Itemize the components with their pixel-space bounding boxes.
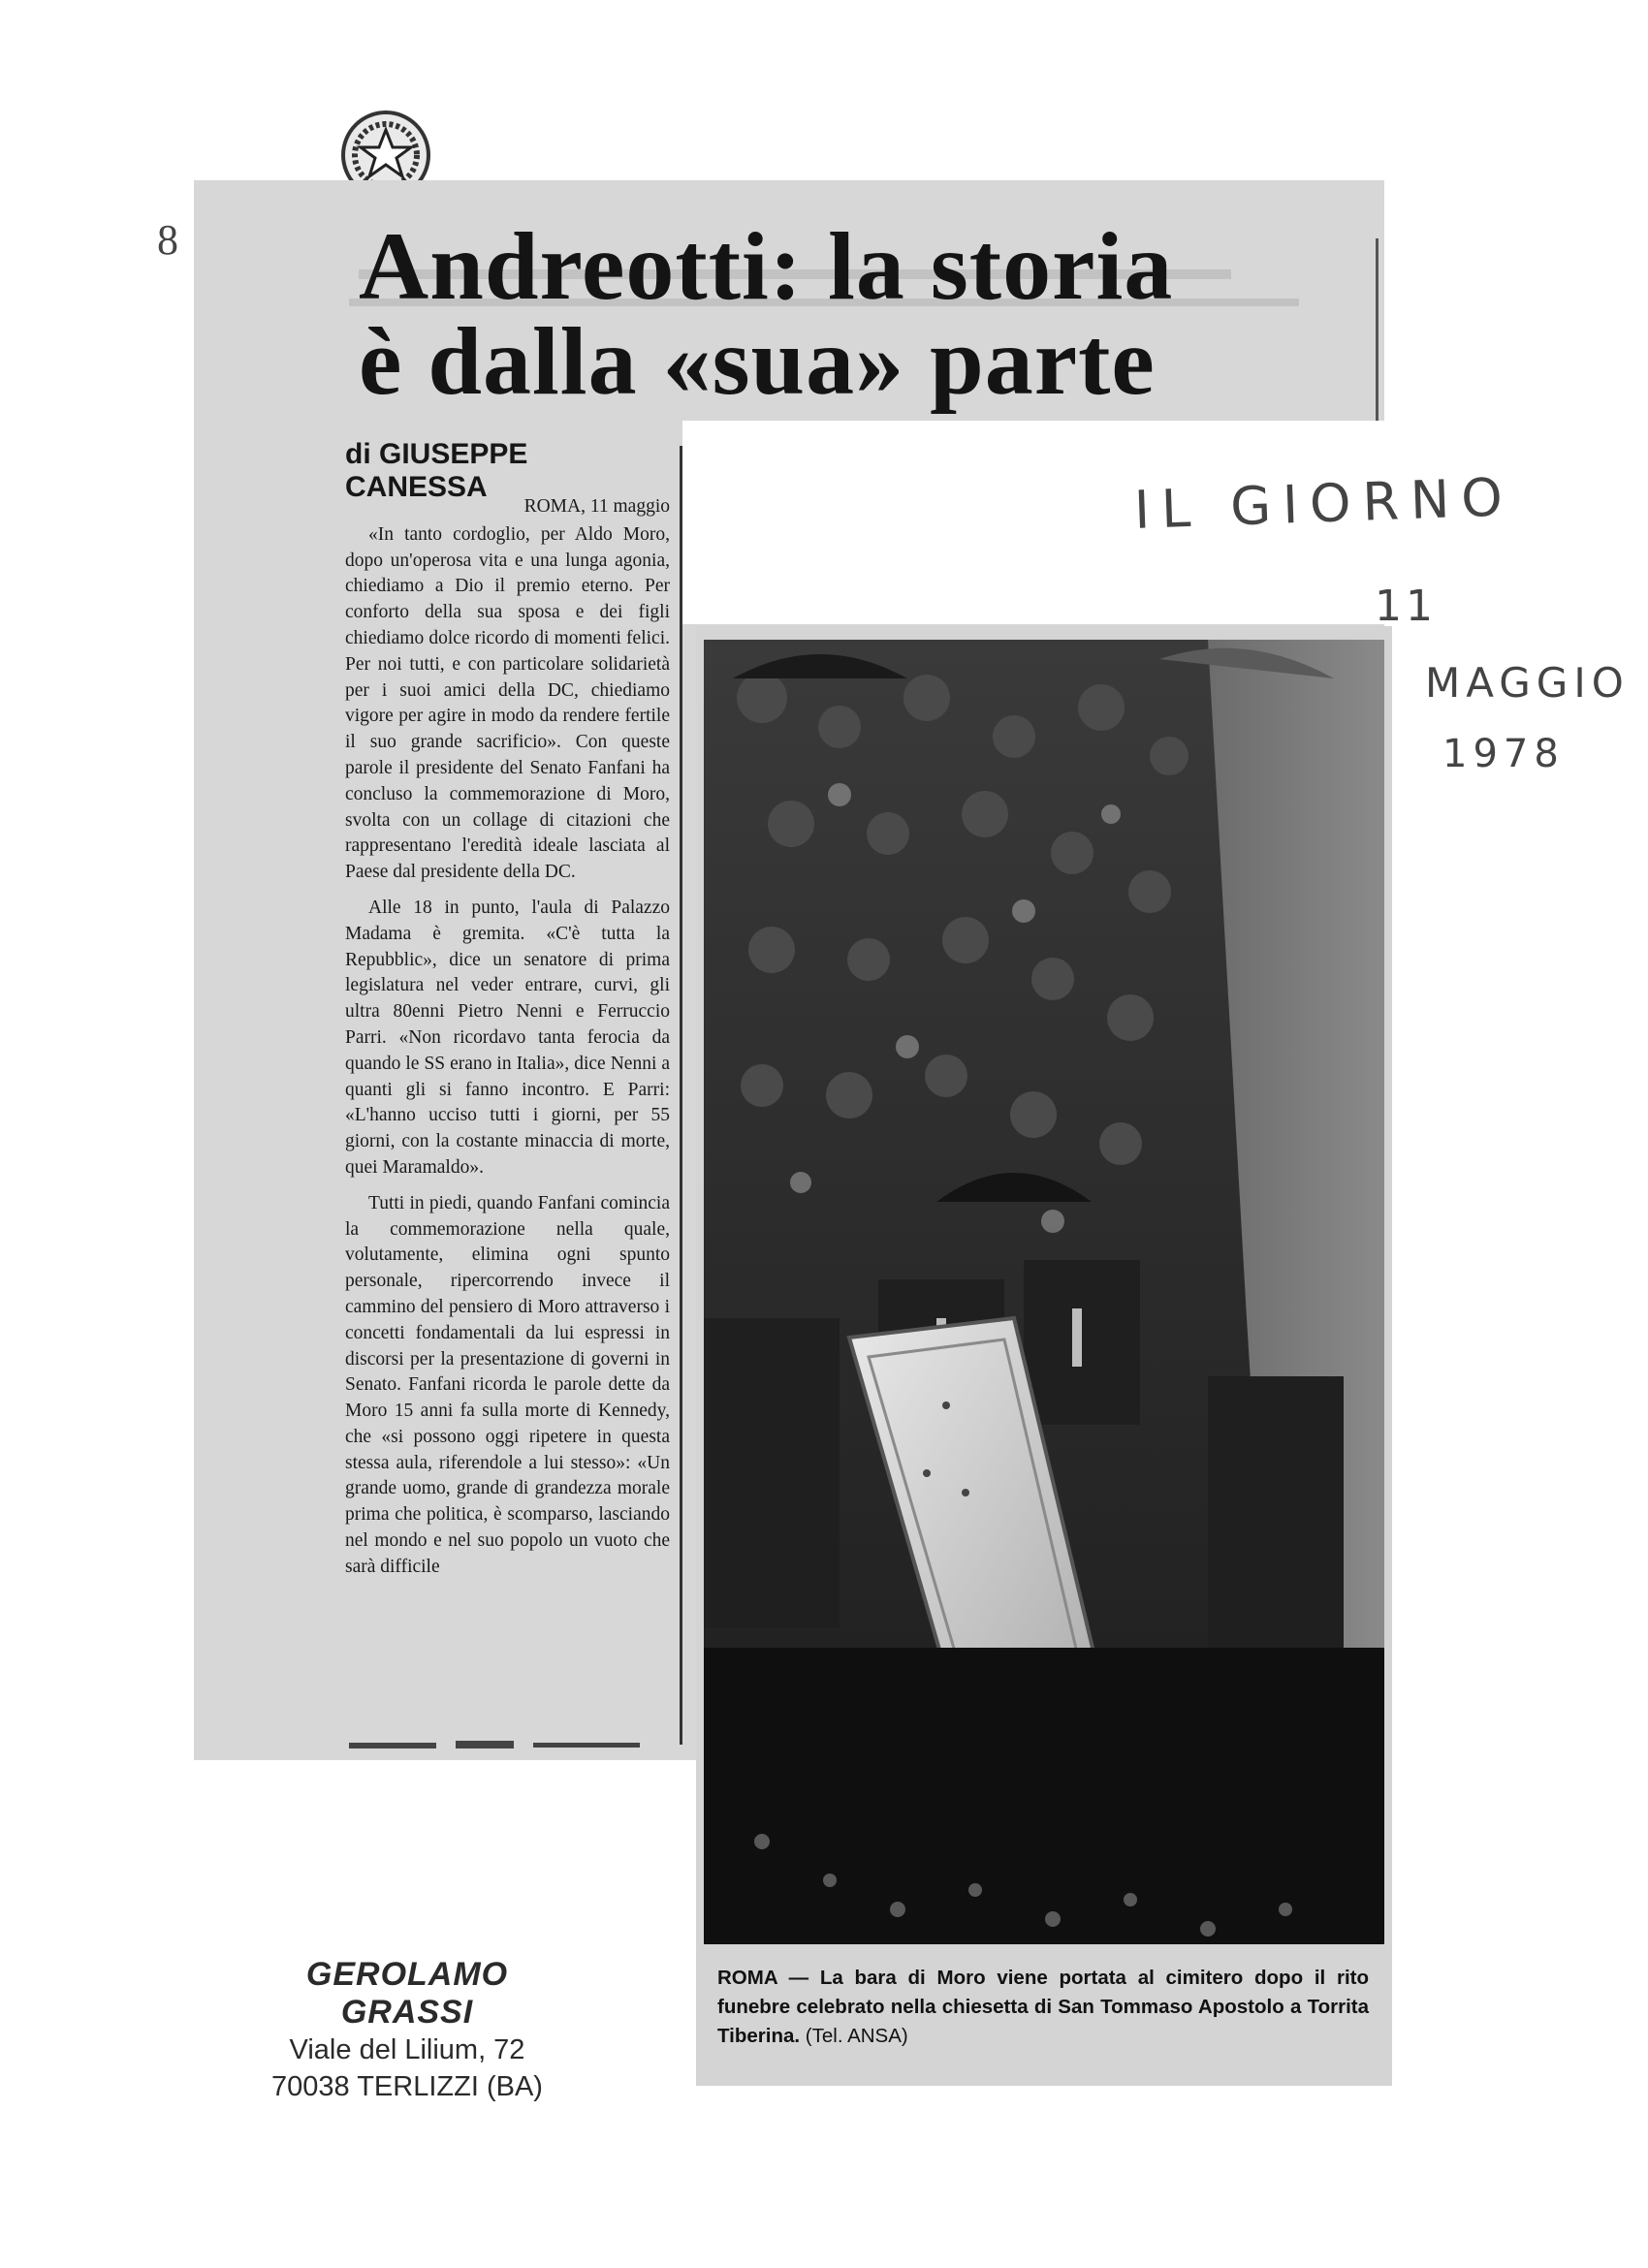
- headline-line-2: è dalla «sua» parte: [359, 307, 1156, 415]
- caption-credit: (Tel. ANSA): [805, 2025, 908, 2047]
- caption-text: ROMA — La bara di Moro viene portata al cimitero dopo il rito funebre celebrato nella chiesetta di San Tommaso Apostolo a Torrita Tiberina.: [717, 1967, 1369, 2047]
- article-paragraph-2: Alle 18 in punto, l'aula di Palazzo Madama è gremita. «C'è tutta la Repubblic», dice un senatore di prima legislatura nel veder entrare, curvi, gli ultra 80enni Pietro Nenni e Ferruccio Parri. «Non ricordavo tanta ferocia da quando le SS erano in Italia», dice Nenni a quanti gli si fanno incontro. E Parri: «L'hanno ucciso tutti i giorni, per 55 giorni, con la costante minaccia di morte, quei Maramaldo».: [345, 897, 670, 1178]
- article-body: [345, 494, 670, 1591]
- handwritten-newspaper-name: IL GIORNO: [1133, 466, 1515, 541]
- stamp-name: GEROLAMO GRASSI: [305, 1956, 509, 2031]
- column-separator: [680, 446, 682, 1745]
- stamp-city: 70038 TERLIZZI (BA): [271, 2071, 543, 2102]
- stamp-street: Viale del Lilium, 72: [289, 2034, 525, 2065]
- handwritten-day: 11: [1375, 582, 1437, 631]
- photo-caption: [717, 1964, 1369, 2051]
- owner-stamp: [252, 1956, 562, 2105]
- margin-mark: 8: [157, 216, 178, 264]
- cut-text-remnant: [349, 1737, 659, 1760]
- handwritten-year: 1978: [1442, 732, 1565, 776]
- headline-line-1: Andreotti: la storia: [359, 212, 1174, 320]
- handwritten-month: MAGGIO: [1425, 659, 1630, 707]
- funeral-photo: [704, 640, 1384, 1944]
- byline: di GIUSEPPE CANESSA: [345, 438, 528, 503]
- article-paragraph-1: «In tanto cordoglio, per Aldo Moro, dopo un'operosa vita e una lunga agonia, chiediamo a Dio il premio eterno. Per conforto della sua sposa e dei figli chiediamo dolce ricordo di momenti felici. Per noi tutti, e con particolare solidarietà per i suoi amici della DC, chiediamo vigore per agire in modo da rendere fertile il suo grande sacrificio». Con queste parole il presidente del Senato Fanfani ha concluso la commemorazione di Moro, svolta con un collage di citazioni che rappresentano l'eredità ideale lasciata al Paese dal presidente della DC.: [345, 523, 670, 883]
- dateline: ROMA, 11 maggio: [523, 496, 670, 517]
- article-paragraph-3: Tutti in piedi, quando Fanfani comincia la commemorazione nella quale, volutamente, elimina ogni spunto personale, ripercorrendo invece il cammino del pensiero di Moro attraverso i concetti fondamentali da lui espressi in discorsi per la presentazione di governi in Senato. Fanfani ricorda le parole dette da Moro 15 anni fa sulla morte di Kennedy, che «si possono oggi ripetere in questa stessa aula, riferendole a lui stesso»: «Un grande uomo, grande di grandezza morale prima che politica, è scomparso, lasciando nel mondo e nel suo popolo un vuoto che sarà difficile: [345, 1192, 670, 1577]
- headline: [359, 212, 1367, 415]
